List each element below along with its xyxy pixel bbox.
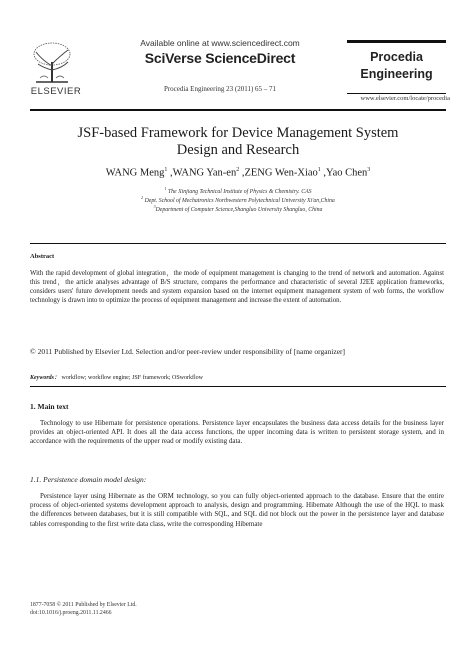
keywords-label: Keywords：: [30, 375, 61, 381]
author-affiliation-mark: 1: [317, 167, 321, 173]
sciverse-brand[interactable]: [90, 50, 350, 66]
author-name: ,Yao Chen: [323, 167, 368, 179]
publisher-name: ELSEVIER: [30, 86, 82, 97]
paper-title-line2: Design and Research: [176, 142, 300, 158]
abstract-text: With the rapid development of global integration，the mode of equipment management is changing to the trend of network and automation. Against this trend，the article analyses advantage of B/S structure, compares the performance and characteristic of several J2EE application frameworks, considers users' future development needs and system expansion based on the internet equipment management system of web forms, the workflow technology is drawn into to optimize the process of equipment management and increase the extent of automation.: [30, 270, 444, 304]
paper-title: [30, 125, 446, 159]
journal-url[interactable]: www.elsevier.com/locate/procedia: [360, 95, 450, 102]
author-affiliation-mark: 1: [164, 167, 168, 173]
journal-title-line1: Procedia: [370, 50, 423, 64]
affiliation-text: Department of Computer Science,Shangluo University Shangluo, China: [155, 206, 323, 213]
body-paragraph: Technology to use Hibernate for persistence operations. Persistence layer encapsulates the business data access details for the business layer provides an object-oriented API. It does all the data access functions, the upper incoming data is written to persistent storage system, and in accordance with the requirements of the upper read or modify existing data.: [30, 419, 444, 446]
affiliation-mark: 2: [141, 195, 144, 200]
keywords-line: [30, 372, 444, 381]
author-affiliation-mark: 2: [236, 167, 240, 173]
affiliation-mark: 1: [164, 186, 167, 191]
keywords-text: workflow; workflow engine; JSF framework; OSworkflow: [60, 375, 203, 381]
affiliation-line: [30, 204, 446, 213]
elsevier-tree-logo: [30, 40, 74, 84]
journal-citation: Procedia Engineering 23 (2011) 65 – 71: [163, 85, 277, 93]
author-name: WANG Meng: [105, 167, 165, 179]
header-divider: [30, 109, 446, 111]
keywords-divider: [30, 386, 446, 387]
affiliation-text: Dept. School of Mechatronics Northwestern Polytechnical University Xi'an,China: [144, 197, 335, 204]
abstract-top-divider: [30, 243, 446, 244]
journal-title-line2: Engineering: [360, 67, 433, 81]
author-list: [30, 167, 446, 179]
affiliation-line: [30, 186, 446, 195]
body-paragraph: Persistence layer using Hibernate as the ORM technology, so you can fully object-oriented approach to the database. Ensure that the entire process of object-oriented systems development approach to analysis, design and programming. Hibemate Although the use of the HQL to mask the differences between databases, but it is still compatible with SQL, and SQL did not block out the power in the persistence layer and database tables corresponding to the first write data class, write the corresponding Hibemate: [30, 492, 444, 528]
sciverse-brand-text: SciVerse ScienceDirect: [144, 50, 296, 66]
affiliation-text: The Xinjiang Technical Institute of Physics & Chemistry. CAS: [167, 188, 312, 195]
author-name: ,ZENG Wen-Xiao: [241, 167, 318, 179]
abstract-heading: Abstract: [30, 253, 55, 260]
footer-doi[interactable]: doi:10.1016/j.proeng.2011.11.2466: [30, 610, 112, 616]
affiliation-mark: 3: [153, 204, 156, 209]
subsection-heading: 1.1. Persistence domain model design:: [30, 475, 147, 484]
paper-title-line1: JSF-based Framework for Device Management System: [77, 125, 399, 141]
section-heading: 1. Main text: [30, 402, 69, 411]
author-affiliation-mark: 3: [367, 167, 371, 173]
copyright-notice: © 2011 Published by Elsevier Ltd. Selection and/or peer-review under responsibility of [name organizer]: [30, 347, 346, 356]
footer: [30, 601, 137, 617]
journal-title-box: [347, 40, 446, 94]
available-online-text[interactable]: Available online at www.sciencedirect.com: [140, 38, 300, 48]
footer-issn: 1877-7058 © 2011 Published by Elsevier Ltd.: [30, 602, 137, 608]
affiliation-line: [30, 195, 446, 204]
author-name: ,WANG Yan-en: [169, 167, 237, 179]
